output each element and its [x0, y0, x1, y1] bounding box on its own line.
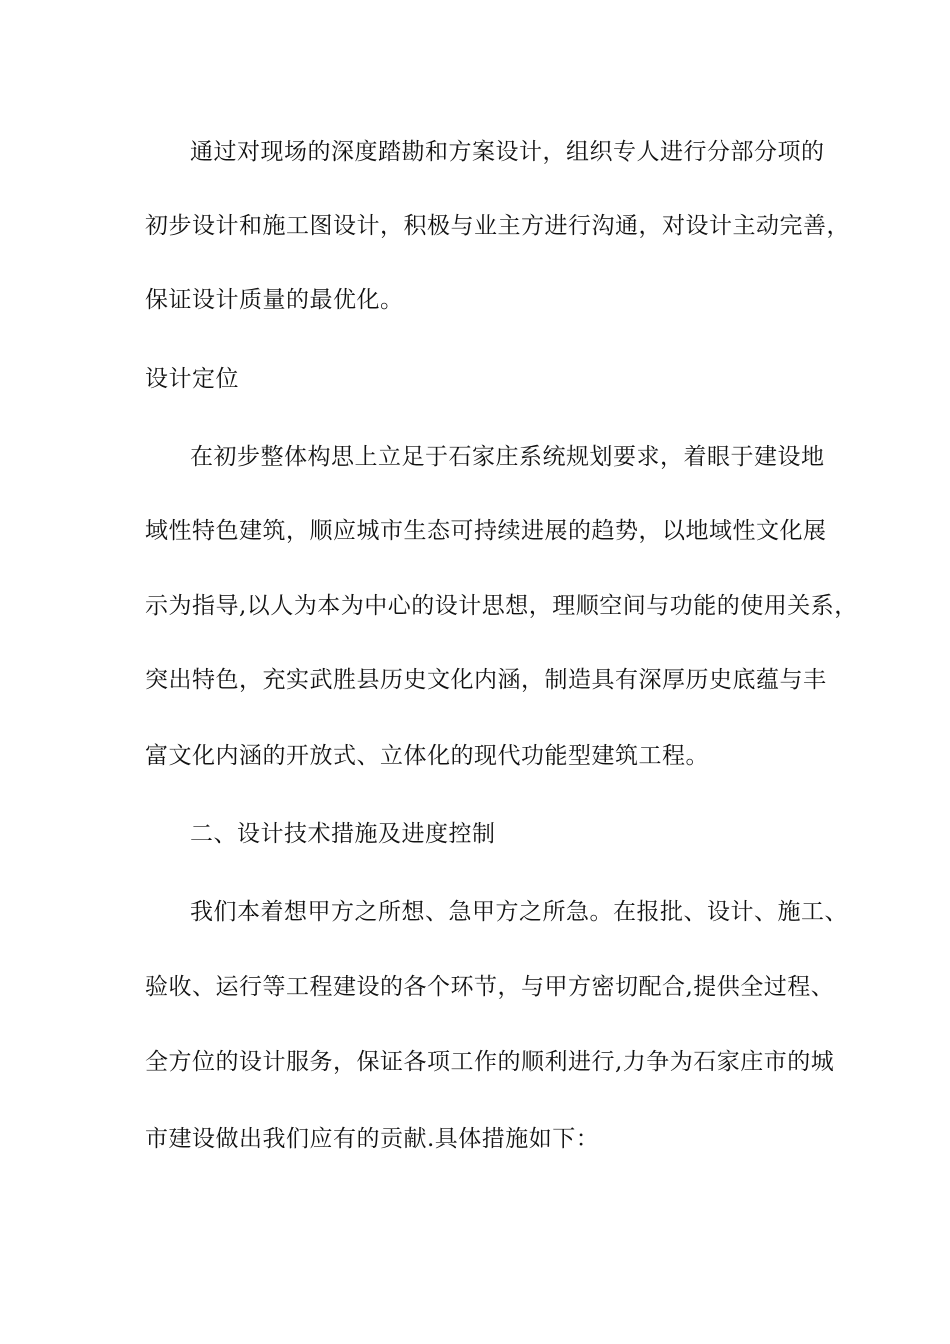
paragraph-3-line-4: 市建设做出我们应有的贡献.具体措施如下：	[145, 1126, 600, 1152]
paragraph-2-line-4: 突出特色，充实武胜县历史文化内涵，制造具有深厚历史底蕴与丰	[145, 667, 827, 693]
paragraph-3-line-2: 验收、运行等工程建设的各个环节，与甲方密切配合,提供全过程、	[145, 974, 835, 1000]
paragraph-2-line-3: 示为指导,以人为本为中心的设计思想，理顺空间与功能的使用关系，	[145, 593, 858, 619]
paragraph-3-line-3: 全方位的设计服务，保证各项工作的顺利进行,力争为石家庄市的城	[145, 1049, 835, 1075]
paragraph-2-line-5: 富文化内涵的开放式、立体化的现代功能型建筑工程。	[145, 743, 709, 769]
paragraph-1-line-3: 保证设计质量的最优化。	[145, 287, 404, 313]
paragraph-2-line-2: 域性特色建筑，顺应城市生态可持续进展的趋势，以地域性文化展	[145, 518, 827, 544]
section-heading-design-positioning: 设计定位	[145, 366, 239, 392]
section-heading-technical-measures: 二、设计技术措施及进度控制	[190, 821, 496, 847]
paragraph-1-line-2: 初步设计和施工图设计，积极与业主方进行沟通，对设计主动完善，	[145, 213, 850, 239]
paragraph-1-line-1: 通过对现场的深度踏勘和方案设计，组织专人进行分部分项的	[190, 139, 825, 165]
paragraph-3-line-1: 我们本着想甲方之所想、急甲方之所急。在报批、设计、施工、	[190, 899, 848, 925]
paragraph-2-line-1: 在初步整体构思上立足于石家庄系统规划要求，着眼于建设地	[190, 444, 825, 470]
